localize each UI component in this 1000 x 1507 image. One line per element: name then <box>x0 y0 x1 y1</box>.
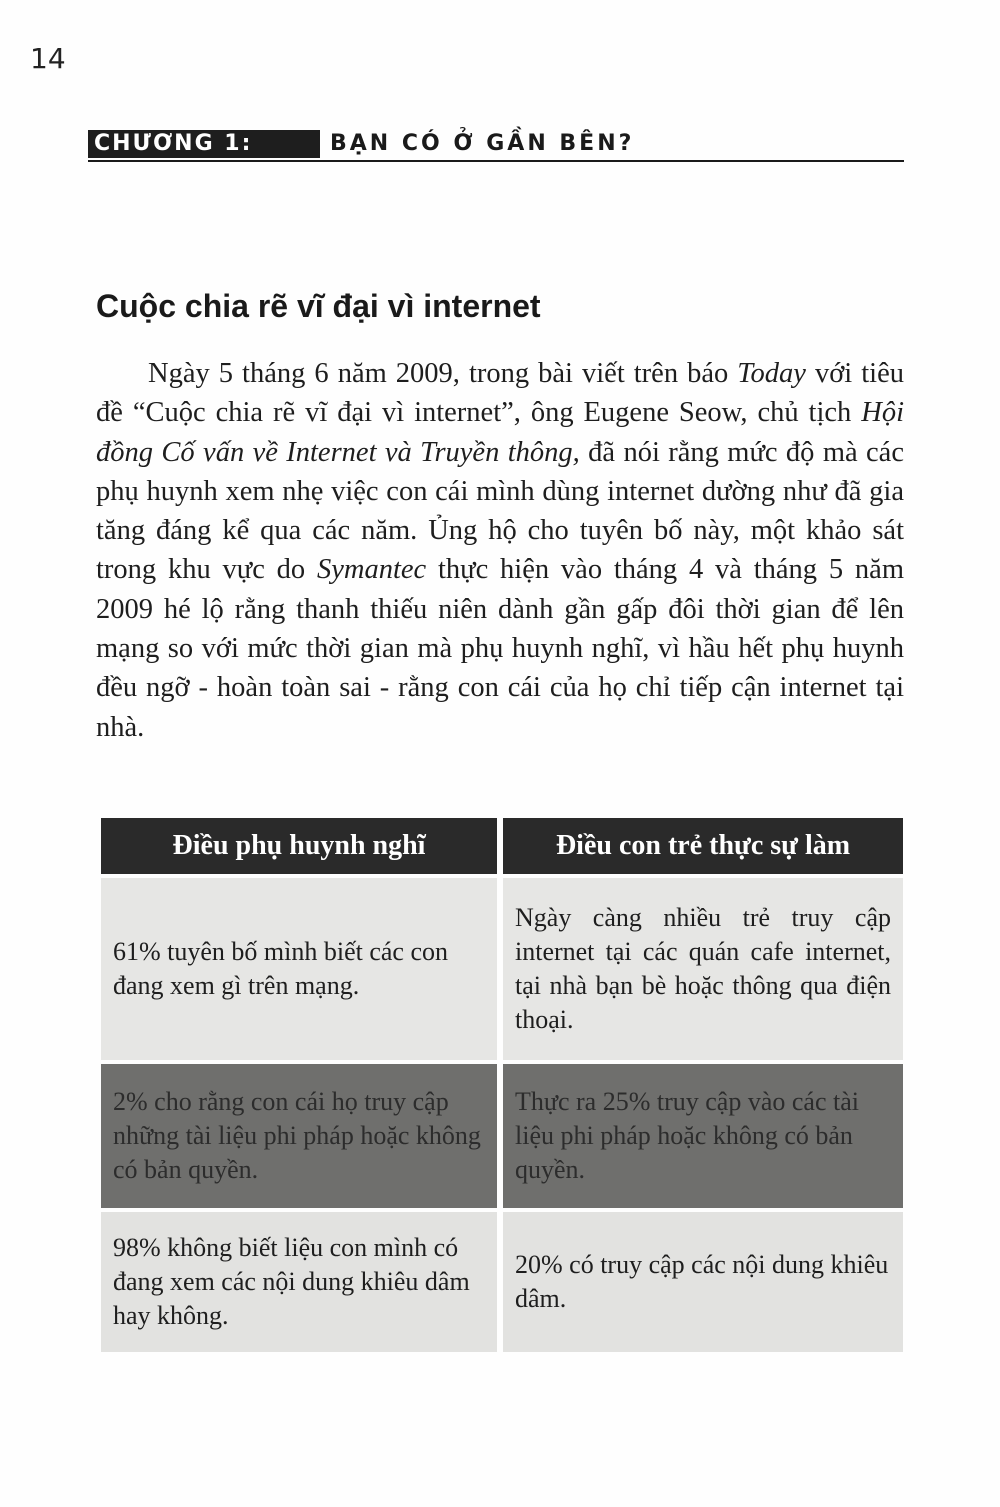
table-cell-children: Thực ra 25% truy cập vào các tài liệu phi pháp hoặc không có bản quyền. <box>503 1064 903 1208</box>
comparison-table <box>101 818 903 1356</box>
body-paragraph <box>96 354 904 747</box>
paragraph-text-4: thực hiện vào tháng 4 và tháng 5 năm 2009 hé lộ rằng thanh thiếu niên dành gần gấp đôi thời gian để lên mạng so với mức thời gian mà phụ huynh nghĩ, vì hầu hết phụ huynh đều ngỡ - hoàn toàn sai - rằng con cái của họ chỉ tiếp cận internet tại nhà. <box>96 554 904 743</box>
table-row <box>101 1064 903 1208</box>
paragraph-text-3: đã nói rằng mức độ mà các phụ huynh xem nhẹ việc con cái mình dùng internet dường như đã gia tăng đáng kể qua các năm. Ủng hộ cho tuyên bố này, một khảo sát trong khu vực do <box>96 436 904 586</box>
table-cell-parents: 61% tuyên bố mình biết các con đang xem gì trên mạng. <box>101 878 497 1060</box>
company-name: Symantec <box>316 554 427 586</box>
chapter-header <box>88 130 904 162</box>
table-cell-parents: 2% cho rằng con cái họ truy cập những tài liệu phi pháp hoặc không có bản quyền. <box>101 1064 497 1208</box>
section-heading: Cuộc chia rẽ vĩ đại vì internet <box>96 288 541 324</box>
chapter-label: CHƯƠNG 1: <box>88 130 320 158</box>
table-cell-children: 20% có truy cập các nội dung khiêu dâm. <box>503 1212 903 1352</box>
newspaper-name: Today <box>737 358 806 389</box>
table-header-parents: Điều phụ huynh nghĩ <box>101 818 497 874</box>
paragraph-text-2: với tiêu đề “Cuộc chia rẽ vĩ đại vì internet”, ông Eugene Seow, chủ tịch <box>96 358 904 429</box>
table-cell-children: Ngày càng nhiều trẻ truy cập internet tại các quán cafe internet, tại nhà bạn bè hoặc thông qua điện thoại. <box>503 878 903 1060</box>
paragraph-text-1: Ngày 5 tháng 6 năm 2009, trong bài viết trên báo <box>148 358 738 389</box>
council-name: Hội đồng Cố vấn về Internet và Truyền thông, <box>96 397 904 468</box>
chapter-title: BẠN CÓ Ở GẦN BÊN? <box>330 131 635 156</box>
table-cell-parents: 98% không biết liệu con mình có đang xem các nội dung khiêu dâm hay không. <box>101 1212 497 1352</box>
table-row <box>101 878 903 1060</box>
table-header-children: Điều con trẻ thực sự làm <box>503 818 903 874</box>
page-number: 14 <box>30 42 66 75</box>
table-row <box>101 1212 903 1352</box>
table-header-row <box>101 818 903 874</box>
